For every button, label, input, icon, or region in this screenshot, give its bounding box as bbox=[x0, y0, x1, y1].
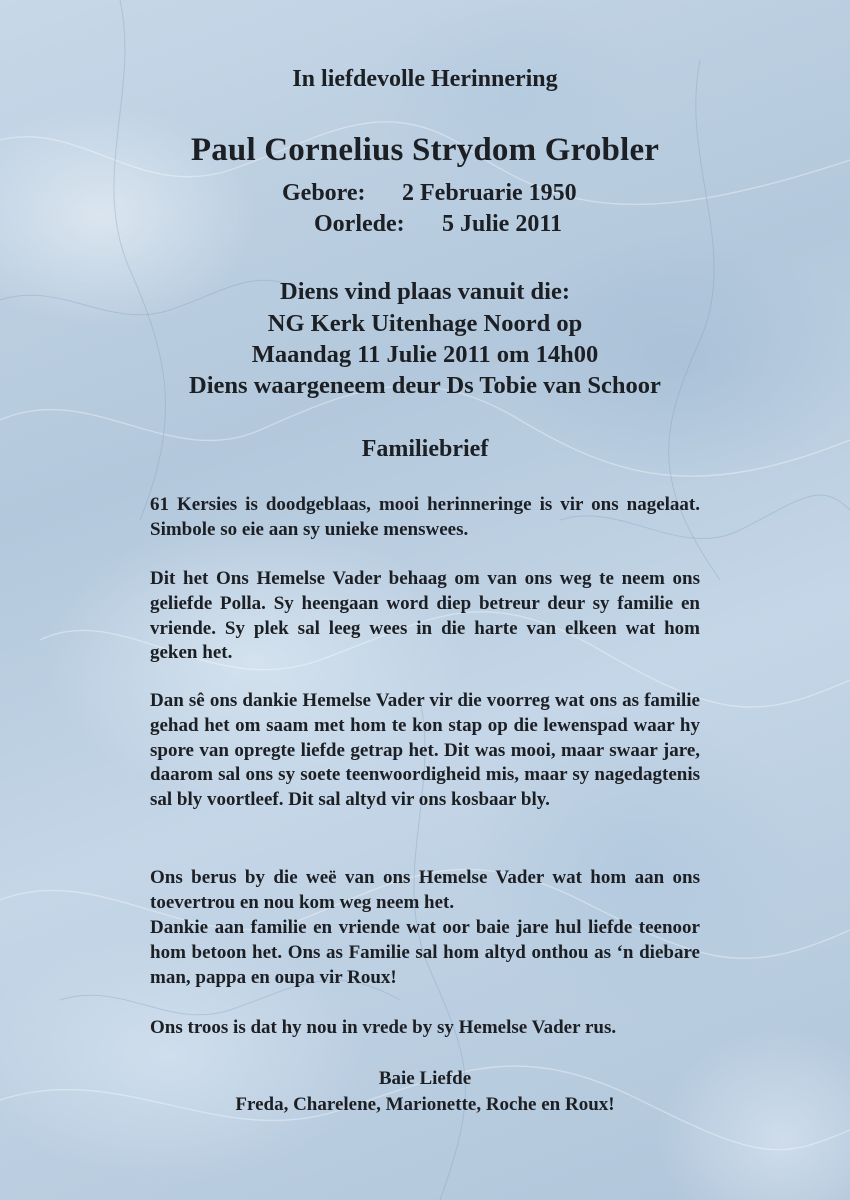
death-label: Oorlede: bbox=[314, 211, 405, 237]
deceased-name: Paul Cornelius Strydom Grobler bbox=[190, 132, 660, 168]
death-date-line bbox=[314, 211, 674, 238]
service-line-4: Diens waargeneem deur Ds Tobie van Schoor bbox=[189, 372, 661, 399]
birth-label: Gebore: bbox=[282, 180, 366, 206]
birth-date-line bbox=[282, 180, 642, 207]
letter-paragraph-5: Ons troos is dat hy nou in vrede by sy Hemelse Vader rus. bbox=[150, 1017, 617, 1038]
death-value: 5 Julie 2011 bbox=[442, 211, 563, 237]
letter-paragraph-4b: Dankie aan familie en vriende wat oor baie jare hul liefde teenoor hom betoon het. Ons as Familie sal hom altyd onthou as ‘n diebare man, pappa en oupa vir Roux! bbox=[150, 917, 700, 988]
service-line-2: NG Kerk Uitenhage Noord op bbox=[267, 310, 583, 337]
letter-paragraph-1: 61 Kersies is doodgeblaas, mooi herinneringe is vir ons nagelaat. Simbole so eie aan sy unieke menswees. bbox=[150, 494, 700, 540]
letter-paragraph-3: Dan sê ons dankie Hemelse Vader vir die voorreg wat ons as familie gehad het om saam met hom te kon stap op die lewenspad waar hy spore van opregte liefde getrap het. Dit was mooi, maar swaar jare, daarom sal ons sy soete teenwoordigheid mis, maar sy nagedagtenis sal bly voortleef. Dit sal altyd vir ons kosbaar bly. bbox=[150, 690, 700, 811]
closing-greeting: Baie Liefde bbox=[378, 1068, 472, 1089]
service-line-1: Diens vind plaas vanuit die: bbox=[280, 278, 570, 305]
dedication-heading: In liefdevolle Herinnering bbox=[292, 66, 558, 92]
closing-signatories: Freda, Charelene, Marionette, Roche en Roux! bbox=[235, 1094, 615, 1115]
letter-paragraph-2: Dit het Ons Hemelse Vader behaag om van ons weg te neem ons geliefde Polla. Sy heengaan word diep betreur deur sy familie en vriende. Sy plek sal leeg wees in die harte van elkeen wat hom geken het. bbox=[150, 568, 700, 664]
letter-paragraph-4a: Ons berus by die weë van ons Hemelse Vader wat hom aan ons toevertrou en nou kom weg neem het. bbox=[150, 867, 700, 913]
birth-value: 2 Februarie 1950 bbox=[402, 180, 577, 206]
letter-heading: Familiebrief bbox=[361, 436, 489, 462]
service-line-3: Maandag 11 Julie 2011 om 14h00 bbox=[251, 341, 599, 368]
